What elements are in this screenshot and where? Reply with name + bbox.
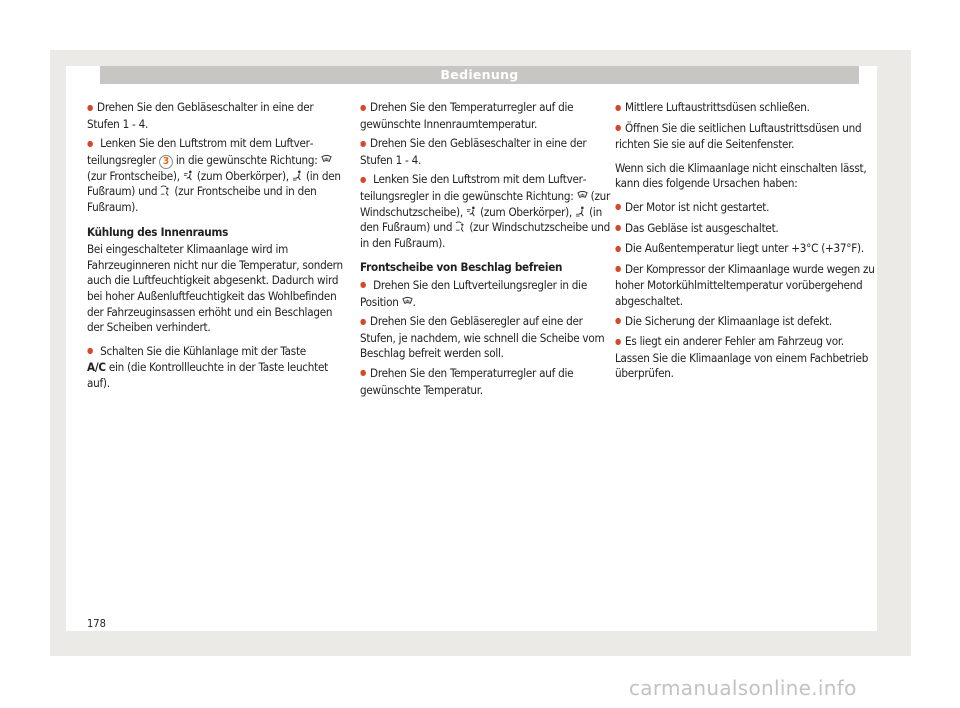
bullet-item: ● Lenken Sie den Luftstrom mit dem Luftverteilungsregler in die gewünschte Richtung: (zur Windschutzscheibe), (zum Oberkörper), (in den Fußraum) und (zur Windschutzscheibe und in den Fußraum). — [360, 172, 620, 251]
bullet-item: ● Es liegt ein anderer Fehler am Fahrzeug vor. Lassen Sie die Klimaanlage von einem Fachbetrieb überprüfen. — [615, 334, 875, 382]
section-header: Bedienung — [100, 66, 859, 84]
bullet-item: ● Drehen Sie den Gebläseschalter in eine der Stufen 1 - 4. — [360, 136, 620, 168]
windshield-defrost-icon — [402, 296, 413, 307]
bullet-item: ● Mittlere Luftaustrittsdüsen schließen. — [615, 100, 875, 117]
bullet-item: ● Der Motor ist nicht gestartet. — [615, 200, 875, 217]
paragraph: Bei eingeschalteter Klimaanlage wird im Fahrzeuginneren nicht nur die Temperatur, sondern auch die Luftfeuchtigkeit abgesenkt. Dadurch wird bei hoher Außenluftfeuchtigkeit das Wohlbefinden der Fahrzeuginsassen erhöht und ein Beschlagen der Scheiben verhindert. — [87, 242, 343, 335]
bullet-item: ● Die Sicherung der Klimaanlage ist defekt. — [615, 314, 875, 331]
bullet-item: ● Drehen Sie den Gebläseregler auf eine der Stufen, je nachdem, wie schnell die Scheibe vom Beschlag befreit werden soll. — [360, 314, 620, 362]
windshield-defrost-icon — [577, 190, 588, 201]
airflow-upper-body-icon — [183, 170, 194, 181]
bullet-item: ● Drehen Sie den Luftverteilungsregler in die Position . — [360, 278, 620, 310]
subheading: Kühlung des Innenraums — [87, 224, 229, 239]
bullet-item: ● Der Kompressor der Klimaanlage wurde wegen zu hoher Motorkühlmitteltemperatur vorübergehend abgeschaltet. — [615, 262, 875, 310]
bullet-item: ● Öffnen Sie die seitlichen Luftaustrittsdüsen und richten Sie sie auf die Seitenfenster. — [615, 121, 875, 153]
watermark: carmanualsonline.info — [629, 676, 857, 700]
bullet-item: ● Drehen Sie den Temperaturregler auf die gewünschte Temperatur. — [360, 366, 620, 398]
windshield-defrost-icon — [321, 154, 332, 165]
bullet-item: ● Das Gebläse ist ausgeschaltet. — [615, 221, 875, 238]
bullet-item: ● Drehen Sie den Temperaturregler auf die gewünschte Innenraumtemperatur. — [360, 100, 620, 132]
airflow-footwell-icon — [292, 170, 303, 181]
column-2 — [360, 100, 620, 402]
bullet-item: ● Lenken Sie den Luftstrom mit dem Luftverteilungsregler 3 in die gewünschte Richtung: (zur Frontscheibe), (zum Oberkörper), (in den Fußraum) und (zur Frontscheibe und in den Fußraum). — [87, 136, 347, 215]
ac-key-label: A/C — [87, 360, 106, 375]
airflow-footwell-icon — [575, 206, 586, 217]
callout-number: 3 — [159, 155, 173, 169]
paragraph: Wenn sich die Klimaanlage nicht einschalten lässt, kann dies folgende Ursachen haben: — [615, 160, 867, 191]
airflow-windshield-footwell-icon — [160, 185, 171, 196]
subheading: Frontscheibe von Beschlag befreien — [360, 260, 563, 275]
airflow-upper-body-icon — [466, 206, 477, 217]
column-3 — [615, 100, 875, 386]
bullet-item: ● Schalten Sie die Kühlanlage mit der Taste A/C ein (die Kontrollleuchte in der Taste leuchtet auf). — [87, 344, 347, 392]
column-1 — [87, 100, 347, 396]
page-number: 178 — [87, 617, 106, 630]
bullet-item: ● Drehen Sie den Gebläseschalter in eine der Stufen 1 - 4. — [87, 100, 347, 132]
airflow-windshield-footwell-icon — [455, 221, 466, 232]
bullet-item: ● Die Außentemperatur liegt unter +3°C (+37°F). — [615, 241, 875, 258]
